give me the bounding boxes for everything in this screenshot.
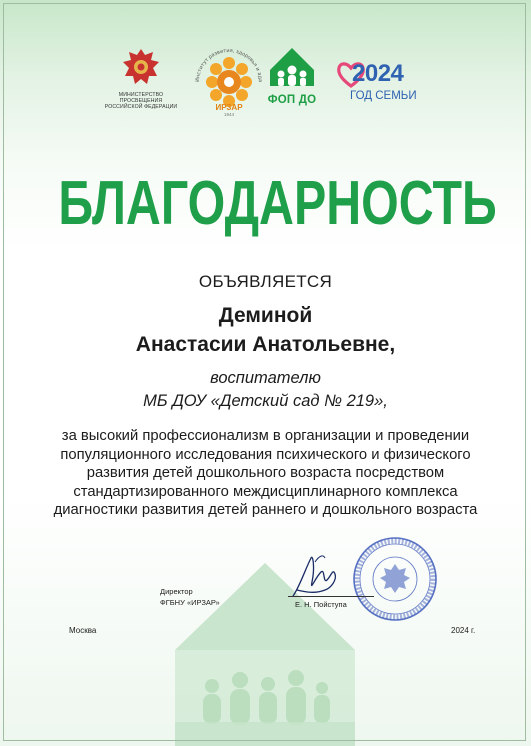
reason-paragraph [0,427,531,520]
irzar-year: 1944 [223,112,235,117]
signer-position-line1: Директор [160,587,193,596]
recipient-given-names: Анастасии Анатольевне, [135,333,396,356]
fop-logo [266,46,318,106]
recipient-surname: Деминой [218,304,313,327]
reason-line: популяционного исследования психического и физического [60,446,471,463]
city-label: Москва [69,626,97,635]
fop-house-icon [266,46,318,88]
signature-line [288,596,374,597]
irzar-ring-text: Институт развития, здоровья и ада [194,47,264,83]
handwritten-signature [285,548,355,608]
reason-line: диагностики развития детей раннего и дошкольного возраста [53,502,478,519]
ministry-logo [100,46,182,110]
recipient-role: воспитателю [210,369,321,387]
year-number: 2024 [352,60,404,87]
recipient-organization: МБ ДОУ «Детский сад № 219», [143,392,388,410]
official-seal-icon [352,536,438,622]
signer-position [160,586,220,608]
reason-line: стандартизированного междисциплинарного комплекса [73,483,458,500]
certificate-title: БЛАГОДАРНОСТЬ [58,169,497,238]
logo-row [0,46,531,126]
irzar-emblem-icon [193,46,265,118]
year-label: 2024 г. [451,626,476,635]
eagle-emblem-icon [119,46,163,90]
announce-text: ОБЪЯВЛЯЕТСЯ [198,272,333,291]
irzar-name: ИРЗАР [215,103,243,112]
fop-caption: ФОП ДО [267,94,317,106]
reason-line: развития детей дошкольного возраста посредством [86,465,445,482]
ministry-caption-line2: РОССИЙСКОЙ ФЕДЕРАЦИИ [104,104,178,110]
ministry-caption-line1: МИНИСТЕРСТВО ПРОСВЕЩЕНИЯ [118,92,164,104]
reason-line: за высокий профессионализм в организации и проведении [61,428,470,444]
signer-name: Е. Н. Пойступа [295,600,347,609]
irzar-logo [193,46,265,123]
signer-position-line2: ФГБНУ «ИРЗАР» [160,598,220,607]
year-of-family-caption: ГОД СЕМЬИ [350,90,417,102]
